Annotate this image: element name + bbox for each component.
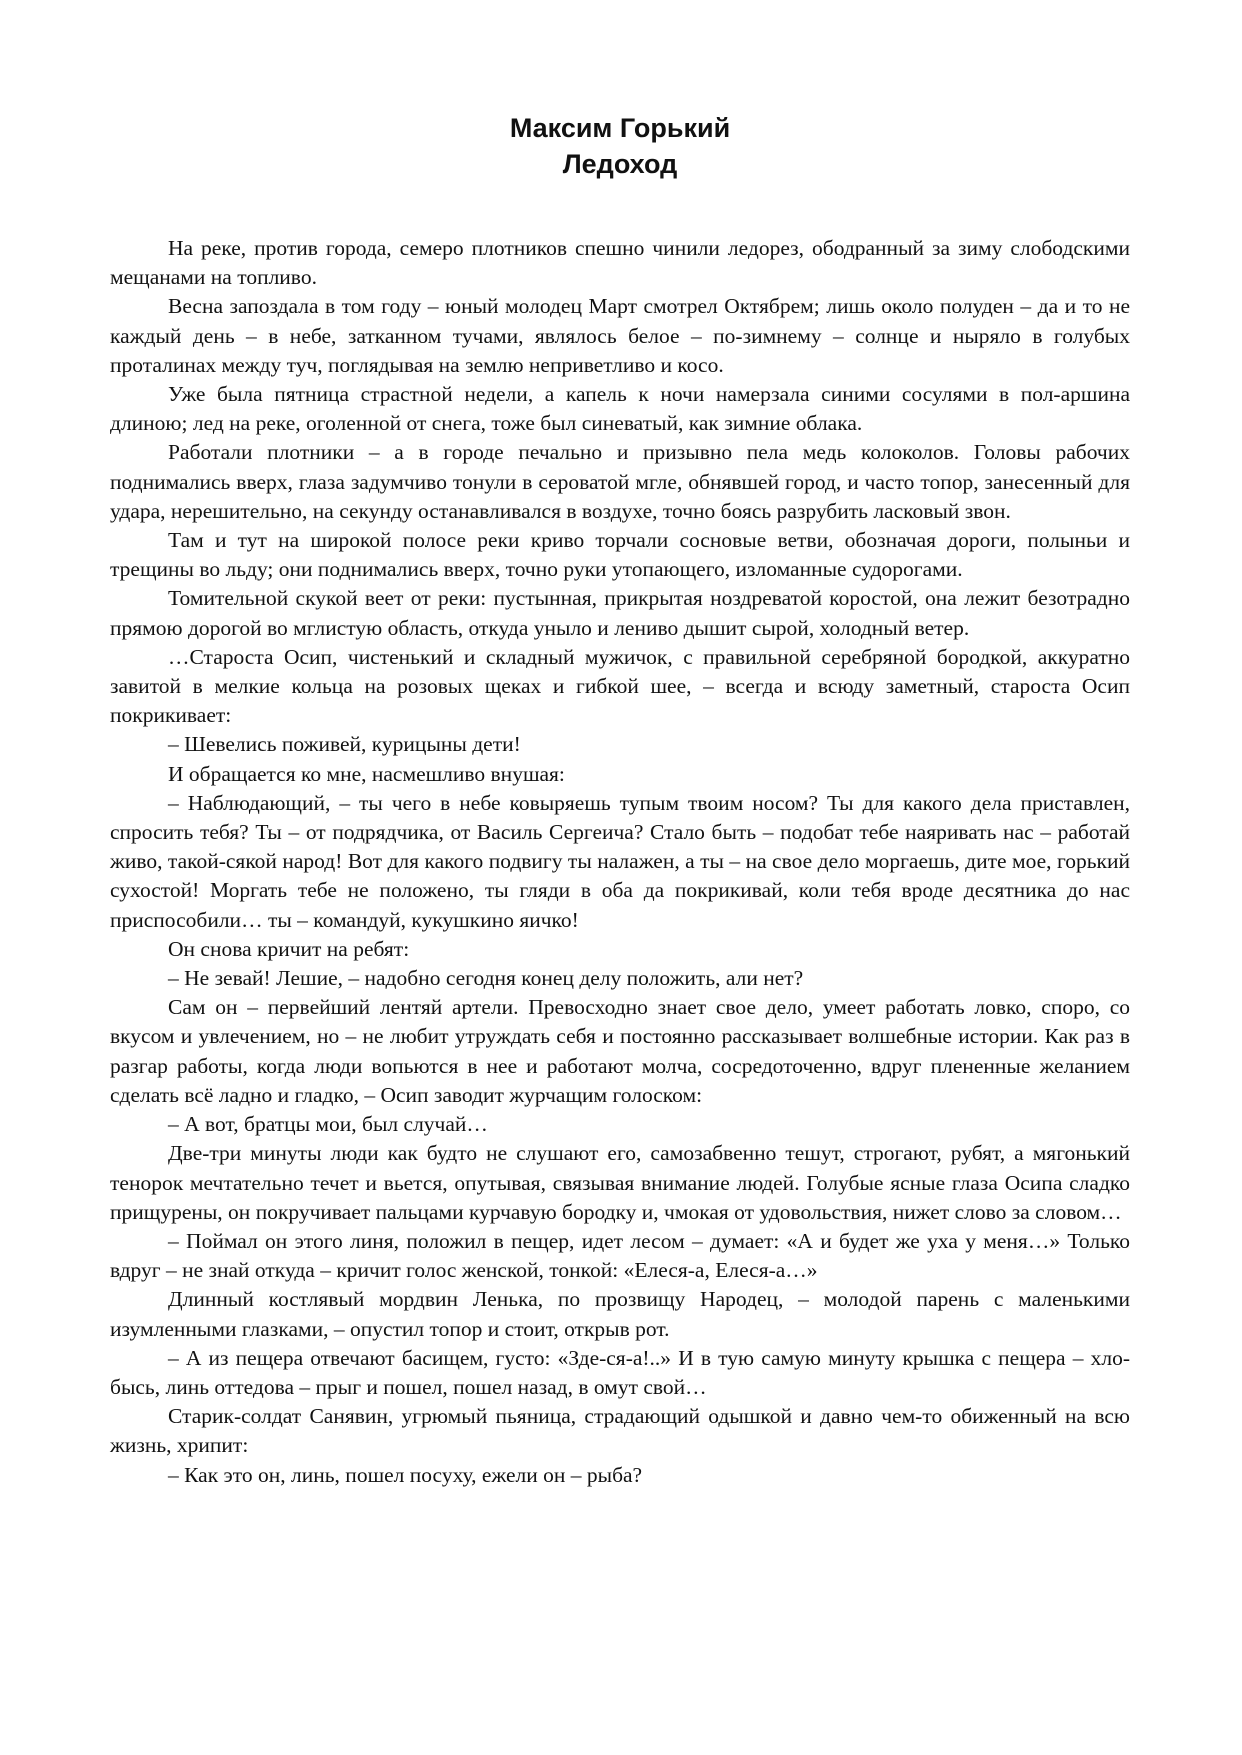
- document-page: [110, 110, 1130, 1490]
- paragraph: Уже была пятница страстной недели, а капель к ночи намерзала синими сосулями в пол-аршина длиною; лед на реке, оголенной от снега, тоже был синеватый, как зимние облака.: [110, 382, 1130, 436]
- paragraph: – Не зевай! Лешие, – надобно сегодня конец делу положить, али нет?: [168, 966, 804, 991]
- body-text: [110, 234, 1130, 1490]
- paragraph: – Как это он, линь, пошел посуху, ежели он – рыба?: [168, 1462, 643, 1487]
- paragraph: Старик-солдат Санявин, угрюмый пьяница, страдающий одышкой и давно чем-то обиженный на всю жизнь, хрипит:: [110, 1404, 1130, 1458]
- paragraph: – Поймал он этого линя, положил в пещер, идет лесом – думает: «А и будет же уха у меня…» Только вдруг – не знай откуда – кричит голос женской, тонкой: «Елеся-а, Елеся-а…»: [110, 1228, 1130, 1283]
- paragraph: На реке, против города, семеро плотников спешно чинили ледорез, ободранный за зиму слободскими мещанами на топливо.: [110, 236, 1130, 290]
- title-block: [110, 110, 1130, 182]
- paragraph: – А вот, братцы мои, был случай…: [168, 1112, 488, 1137]
- paragraph: – Шевелись поживей, курицыны дети!: [168, 732, 521, 757]
- paragraph: …Староста Осип, чистенький и складный мужичок, с правильной серебряной бородкой, аккуратно завитой в мелкие кольца на розовых щеках и гибкой шее, – всегда и всюду заметный, староста Осип покрикивает:: [110, 644, 1130, 728]
- paragraph: – Наблюдающий, – ты чего в небе ковыряешь тупым твоим носом? Ты для какого дела приставлен, спросить тебя? Ты – от подрядчика, от Василь Сергеича? Стало быть – подобат тебе наяривать нас – работай живо, такой-сякой народ! Вот для какого подвигу ты налажен, а ты – на свое дело моргаешь, дите мое, горький сухостой! Моргать тебе не положено, ты гляди в оба да покрикивай, коли тебя вроде десятника до нас приспособили… ты – командуй, кукушкино яичко!: [110, 790, 1130, 932]
- paragraph: Длинный костлявый мордвин Ленька, по прозвищу Народец, – молодой парень с маленькими изумленными глазками, – опустил топор и стоит, открыв рот.: [110, 1287, 1130, 1341]
- story-title: Ледоход: [562, 149, 678, 179]
- paragraph: Две-три минуты люди как будто не слушают его, самозабвенно тешут, строгают, рубят, а мягонький тенорок мечтательно течет и вьется, опутывая, связывая внимание людей. Голубые ясные глаза Осипа сладко прищурены, он покручивает пальцами курчавую бородку и, чмокая от удовольствия, нижет слово за словом…: [110, 1141, 1130, 1224]
- paragraph: Весна запоздала в том году – юный молодец Март смотрел Октябрем; лишь около полуден – да и то не каждый день – в небе, затканном тучами, являлось белое – по-зимнему – солнце и ныряло в голубых проталинах между туч, поглядывая на землю неприветливо и косо.: [110, 294, 1130, 377]
- paragraph: Работали плотники – а в городе печально и призывно пела медь колоколов. Головы рабочих поднимались вверх, глаза задумчиво тонули в сероватой мгле, обнявшей город, и часто топор, занесенный для удара, нерешительно, на секунду останавливался в воздухе, точно боясь разрубить ласковый звон.: [110, 440, 1130, 523]
- paragraph: И обращается ко мне, насмешливо внушая:: [168, 761, 565, 786]
- paragraph: Там и тут на широкой полосе реки криво торчали сосновые ветви, обозначая дороги, полыньи и трещины во льду; они поднимались вверх, точно руки утопающего, изломанные судорогами.: [110, 528, 1130, 582]
- paragraph: Сам он – первейший лентяй артели. Превосходно знает свое дело, умеет работать ловко, споро, со вкусом и увлечением, но – не любит утруждать себя и постоянно рассказывает волшебные истории. Как раз в разгар работы, когда люди вопьются в нее и работают молча, сосредоточенно, вдруг плененные желанием сделать всё ладно и гладко, – Осип заводит журчащим голоском:: [110, 995, 1130, 1107]
- author-name: Максим Горький: [509, 113, 731, 143]
- paragraph: – А из пещера отвечают басищем, густо: «Зде-ся-а!..» И в тую самую минуту крышка с пещера – хло-бысь, линь оттедова – прыг и пошел, пошел назад, в омут свой…: [110, 1345, 1130, 1399]
- paragraph: Он снова кричит на ребят:: [168, 936, 410, 961]
- paragraph: Томительной скукой веет от реки: пустынная, прикрытая ноздреватой коростой, она лежит безотрадно прямою дорогой во мглистую область, откуда уныло и лениво дышит сырой, холодный ветер.: [110, 586, 1130, 640]
